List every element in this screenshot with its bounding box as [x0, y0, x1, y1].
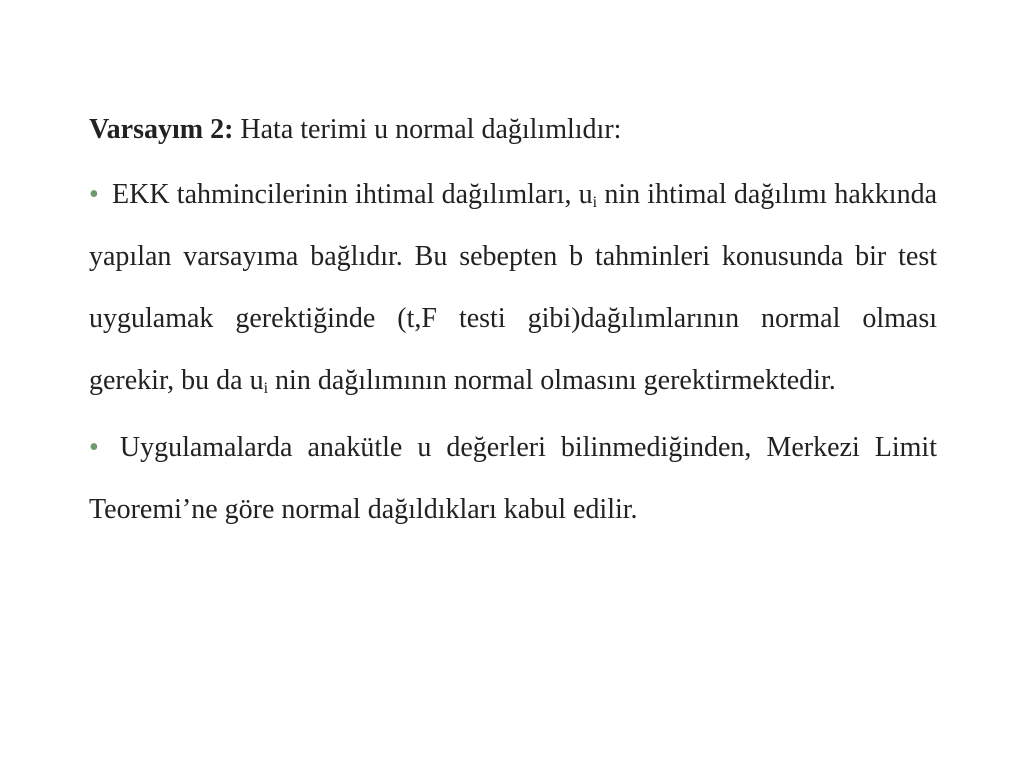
bullet-1-text-c: nin dağılımının normal olmasını gerektirmektedir. [268, 365, 836, 396]
bullet-item-1 [89, 164, 937, 412]
assumption-text: Hata terimi u normal dağılımlıdır: [240, 114, 622, 145]
bullet-icon: • [89, 179, 99, 210]
bullet-2-text: Uygulamalarda anakütle u değerleri bilinmediğinden, Merkezi Limit Teoremi’ne göre normal dağıldıkları kabul edilir. [89, 432, 937, 525]
subscript-i: i [592, 194, 598, 211]
bullet-item-2 [89, 417, 937, 541]
assumption-heading [89, 102, 937, 158]
slide-content [89, 102, 937, 546]
bullet-1-text-a: EKK tahmincilerinin ihtimal dağılımları, u [112, 179, 593, 210]
bullet-1-text-b: nin ihtimal dağılımı hakkında yapılan varsayıma bağlıdır. Bu sebepten b tahminleri konusunda bir test uygulamak gerektiğinde (t,F testi gibi)dağılımlarının normal olması gerekir, bu da u [89, 179, 938, 396]
assumption-label: Varsayım 2: [89, 114, 234, 145]
subscript-i: i [263, 380, 269, 397]
bullet-icon: • [89, 432, 99, 463]
